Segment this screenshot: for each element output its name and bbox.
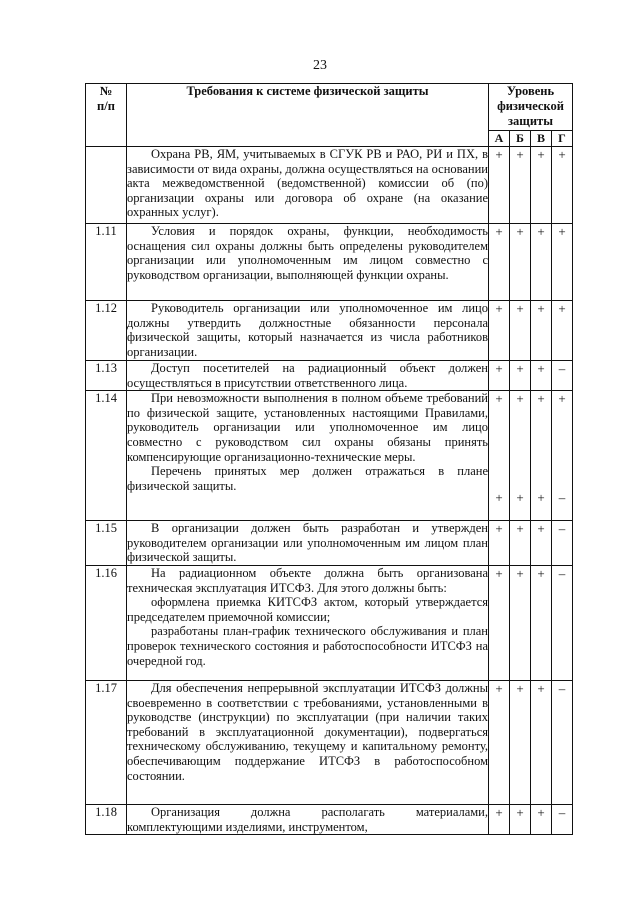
table-row xyxy=(86,391,573,521)
row-requirement-text xyxy=(127,361,489,391)
level-mark-value: + xyxy=(495,147,503,162)
row-requirement-text xyxy=(127,147,489,224)
level-mark-b xyxy=(510,521,531,566)
level-mark-value: + xyxy=(516,391,524,407)
row-number: 1.18 xyxy=(86,804,127,834)
level-mark-value: + xyxy=(537,301,545,316)
level-mark-value: + xyxy=(558,301,566,316)
level-mark-value: + xyxy=(537,680,545,696)
level-mark-value: + xyxy=(495,224,503,239)
row-number: 1.16 xyxy=(86,565,127,680)
level-mark-a xyxy=(489,565,510,680)
level-mark-value: + xyxy=(516,147,524,162)
level-mark-value: + xyxy=(516,301,524,316)
level-mark-b xyxy=(510,391,531,521)
row-number: 1.11 xyxy=(86,224,127,301)
level-mark-value: + xyxy=(537,224,545,239)
level-mark-value-second: + xyxy=(537,490,545,506)
level-mark-v xyxy=(531,680,552,804)
level-mark-value: + xyxy=(558,391,566,407)
requirement-paragraph: Для обеспечения непрерывной эксплуатации ИТСФЗ должны своевременно в соответствии с требованиями, установленными в руководстве (инструкции) по эксплуатации (при наличии таких требований в эксплуатационной документации), подвергаться техническому обслуживанию, текущему и капитальному ремонту, обеспечивающим поддержание ИТСФЗ в работоспособном состоянии. xyxy=(127,680,488,783)
level-mark-g xyxy=(552,521,573,566)
table-row xyxy=(86,361,573,391)
table-row xyxy=(86,804,573,834)
level-mark-value-second: + xyxy=(516,490,524,506)
level-mark-value: + xyxy=(537,804,545,820)
requirement-paragraph: В организации должен быть разработан и утвержден руководителем организации или уполномоченным им лицом план физической защиты. xyxy=(127,521,488,565)
level-mark-value: – xyxy=(558,521,566,537)
level-mark-value: + xyxy=(516,224,524,239)
header-level-b: Б xyxy=(510,131,531,147)
table-row xyxy=(86,301,573,361)
level-mark-v xyxy=(531,147,552,224)
level-mark-value: + xyxy=(516,521,524,537)
level-mark-a xyxy=(489,361,510,391)
level-mark-a xyxy=(489,804,510,834)
header-number-label: № п/п xyxy=(97,84,115,113)
row-number: 1.14 xyxy=(86,391,127,521)
level-mark-v xyxy=(531,804,552,834)
header-requirements: Требования к системе физической защиты xyxy=(127,84,489,147)
header-level-a: А xyxy=(489,131,510,147)
level-mark-value: + xyxy=(516,565,524,581)
level-mark-v xyxy=(531,521,552,566)
level-mark-value: – xyxy=(558,565,566,581)
row-requirement-text xyxy=(127,804,489,834)
header-level-g: Г xyxy=(552,131,573,147)
level-mark-value: + xyxy=(516,680,524,696)
row-number: 1.12 xyxy=(86,301,127,361)
table-row xyxy=(86,224,573,301)
level-mark-value: + xyxy=(495,680,503,696)
level-mark-a xyxy=(489,680,510,804)
row-number: 1.15 xyxy=(86,521,127,566)
level-mark-g xyxy=(552,361,573,391)
level-mark-a xyxy=(489,147,510,224)
level-mark-value: + xyxy=(558,147,566,162)
level-mark-g xyxy=(552,565,573,680)
level-mark-value: – xyxy=(558,804,566,820)
level-mark-b xyxy=(510,224,531,301)
row-number: 1.13 xyxy=(86,361,127,391)
level-mark-value: + xyxy=(516,804,524,820)
level-mark-b xyxy=(510,301,531,361)
row-requirement-text xyxy=(127,301,489,361)
level-mark-a xyxy=(489,391,510,521)
level-mark-value: + xyxy=(495,521,503,537)
requirement-paragraph: Доступ посетителей на радиационный объект должен осуществляться в присутствии ответственного лица. xyxy=(127,361,488,390)
level-mark-a xyxy=(489,224,510,301)
level-mark-value: + xyxy=(495,391,503,407)
table-row xyxy=(86,680,573,804)
header-number xyxy=(86,84,127,147)
level-mark-value: + xyxy=(537,361,545,376)
table-row xyxy=(86,521,573,566)
row-requirement-text xyxy=(127,680,489,804)
requirement-paragraph: На радиационном объекте должна быть организована техническая эксплуатация ИТСФЗ. Для этого должны быть: xyxy=(127,565,488,595)
level-mark-value: + xyxy=(495,565,503,581)
level-mark-b xyxy=(510,361,531,391)
level-mark-value: – xyxy=(558,680,566,696)
table-row xyxy=(86,565,573,680)
level-mark-value: + xyxy=(537,391,545,407)
header-protection-level: Уровень физической защиты xyxy=(489,84,573,131)
level-mark-g xyxy=(552,804,573,834)
requirement-paragraph: разработаны план-график технического обслуживания и план проверок технического состояния и работоспособности ИТСФЗ на очередной год. xyxy=(127,624,488,668)
level-mark-value: + xyxy=(495,804,503,820)
row-requirement-text xyxy=(127,391,489,521)
level-mark-g xyxy=(552,680,573,804)
level-mark-value: – xyxy=(558,361,566,376)
level-mark-v xyxy=(531,224,552,301)
level-mark-b xyxy=(510,680,531,804)
header-level-v: В xyxy=(531,131,552,147)
level-mark-value: + xyxy=(495,301,503,316)
level-mark-v xyxy=(531,391,552,521)
level-mark-g xyxy=(552,301,573,361)
requirement-paragraph: Организация должна располагать материалами, комплектующими изделиями, инструментом, xyxy=(127,804,488,834)
row-number: 1.17 xyxy=(86,680,127,804)
level-mark-v xyxy=(531,565,552,680)
row-requirement-text xyxy=(127,565,489,680)
level-mark-g xyxy=(552,147,573,224)
requirement-paragraph: При невозможности выполнения в полном объеме требований по физической защите, установленных настоящими Правилами, руководитель организации или уполномоченное им лицо совместно с руководством сил охраны обязаны принять компенсирующие организационно-технические меры. xyxy=(127,391,488,464)
level-mark-value: + xyxy=(537,565,545,581)
level-mark-value-second: + xyxy=(495,490,503,506)
level-mark-value: + xyxy=(516,361,524,376)
level-mark-b xyxy=(510,147,531,224)
requirements-table xyxy=(85,83,573,835)
level-mark-g xyxy=(552,224,573,301)
level-mark-v xyxy=(531,361,552,391)
level-mark-value: + xyxy=(558,224,566,239)
row-requirement-text xyxy=(127,521,489,566)
level-mark-a xyxy=(489,301,510,361)
level-mark-a xyxy=(489,521,510,566)
level-mark-value-second: – xyxy=(558,490,566,506)
level-mark-b xyxy=(510,804,531,834)
requirement-paragraph: Перечень принятых мер должен отражаться в плане физической защиты. xyxy=(127,464,488,493)
requirement-paragraph: Руководитель организации или уполномоченное им лицо должны утвердить должностные обязанности персонала физической защиты, который назначается из числа работников организации. xyxy=(127,301,488,359)
level-mark-g xyxy=(552,391,573,521)
level-mark-value: + xyxy=(495,361,503,376)
level-mark-b xyxy=(510,565,531,680)
level-mark-value: + xyxy=(537,147,545,162)
table-row xyxy=(86,147,573,224)
requirement-paragraph: Охрана РВ, ЯМ, учитываемых в СГУК РВ и РАО, РИ и ПХ, в зависимости от вида охраны, должна осуществляться на основании акта межведомственной (ведомственной) комиссии об (по) организации охраны или договора об охране (на оказание охранных услуг). xyxy=(127,147,488,220)
requirement-paragraph: Условия и порядок охраны, функции, необходимость оснащения сил охраны должны быть определены руководителем организации или уполномоченным им лицом совместно с руководством организации, выполняющей функции охраны. xyxy=(127,224,488,282)
row-number xyxy=(86,147,127,224)
requirement-paragraph: оформлена приемка КИТСФЗ актом, который утверждается председателем приемочной комиссии; xyxy=(127,595,488,624)
row-requirement-text xyxy=(127,224,489,301)
level-mark-v xyxy=(531,301,552,361)
level-mark-value: + xyxy=(537,521,545,537)
page-number: 23 xyxy=(313,58,327,73)
